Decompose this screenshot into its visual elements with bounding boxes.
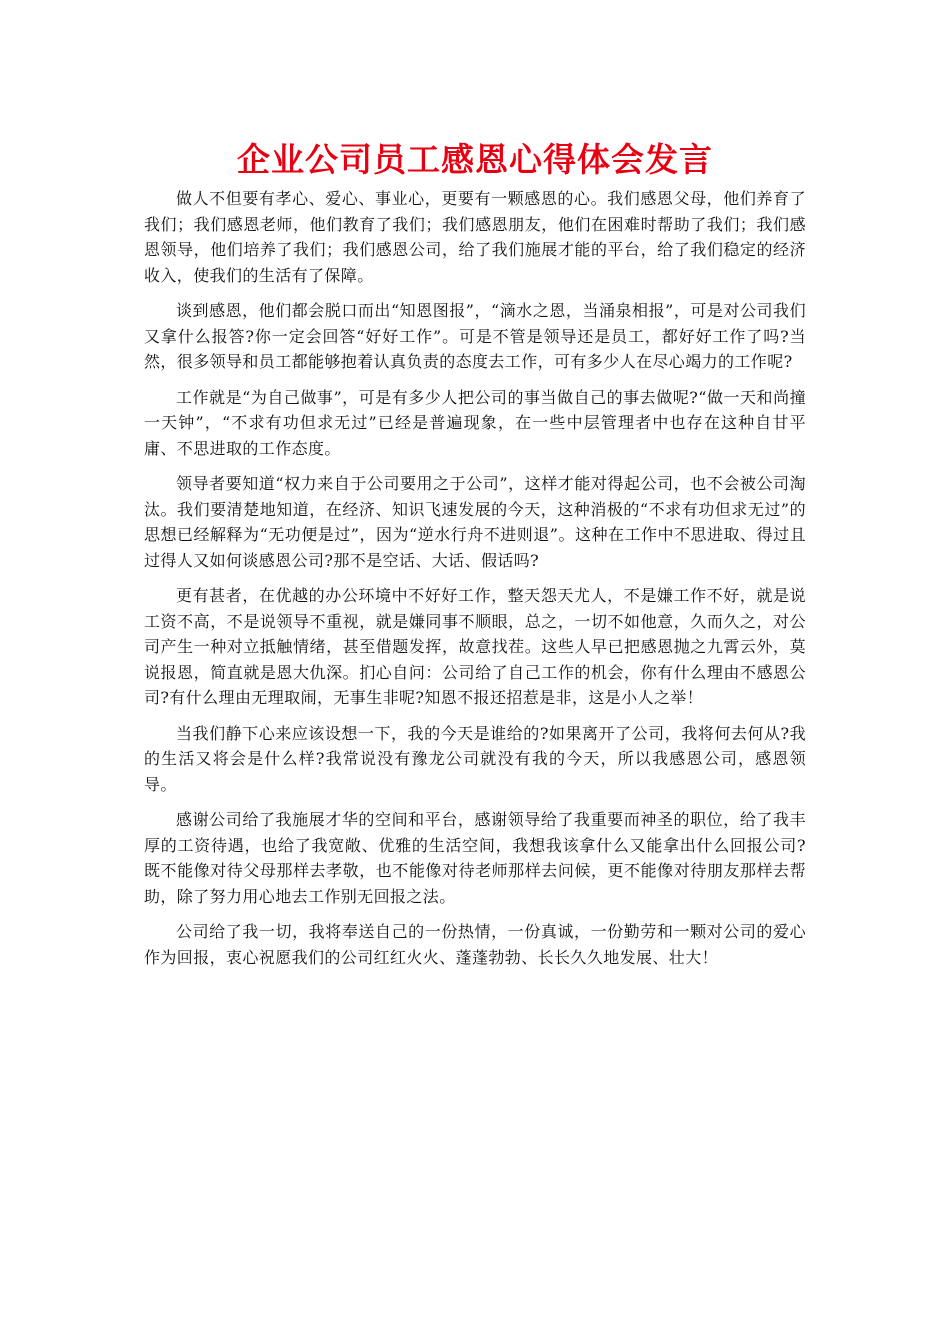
document-title: 企业公司员工感恩心得体会发言 (237, 140, 713, 179)
paragraph-6: 当我们静下心来应该设想一下，我的今天是谁给的?如果离开了公司，我将何去何从?我的生活又将会是什么样?我常说没有豫龙公司就没有我的今天，所以我感恩公司，感恩领导。 (144, 723, 806, 794)
paragraph-7: 感谢公司给了我施展才华的空间和平台，感谢领导给了我重要而神圣的职位，给了我丰厚的工资待遇，也给了我宽敞、优雅的生活空间，我想我该拿什么又能拿出什么回报公司?既不能像对待父母那样去孝敬，也不能像对待老师那样去问候，更不能像对待朋友那样去帮助，除了努力用心地去工作别无回报之法。 (144, 810, 806, 906)
paragraph-2: 谈到感恩，他们都会脱口而出“知恩图报”，“滴水之恩，当涌泉相报”，可是对公司我们又拿什么报答?你一定会回答“好好工作”。可是不管是领导还是员工，都好好工作了吗?当然，很多领导和员工都能够抱着认真负责的态度去工作，可有多少人在尽心竭力的工作呢? (144, 301, 806, 371)
paragraph-1: 做人不但要有孝心、爱心、事业心，更要有一颗感恩的心。我们感恩父母，他们养育了我们；我们感恩老师，他们教育了我们；我们感恩朋友，他们在困难时帮助了我们；我们感恩领导，他们培养了我们；我们感恩公司，给了我们施展才能的平台，给了我们稳定的经济收入，使我们的生活有了保障。 (144, 189, 806, 285)
document-body (144, 186, 806, 980)
paragraph-3: 工作就是“为自己做事”，可是有多少人把公司的事当做自己的事去做呢?“做一天和尚撞一天钟”，“不求有功但求无过”已经是普遍现象，在一些中层管理者中也存在这种自甘平庸、不思进取的工作态度。 (144, 387, 806, 458)
paragraph-8: 公司给了我一切，我将奉送自己的一份热情，一份真诚，一份勤劳和一颗对公司的爱心作为回报，衷心祝愿我们的公司红红火火、蓬蓬勃勃、长长久久地发展、壮大！ (144, 922, 806, 967)
paragraph-4: 领导者要知道“权力来自于公司要用之于公司”，这样才能对得起公司，也不会被公司淘汰。我们要清楚地知道，在经济、知识飞速发展的今天，这种消极的“不求有功但求无过”的思想已经解释为“无功便是过”，因为“逆水行舟不进则退”。这种在工作中不思进取、得过且过得人又如何谈感恩公司?那不是空话、大话、假话吗? (144, 474, 806, 570)
paragraph-5: 更有甚者，在优越的办公环境中不好好工作，整天怨天尤人，不是嫌工作不好，就是说工资不高，不是说领导不重视，就是嫌同事不顺眼，总之，一切不如他意，久而久之，对公司产生一种对立抵触情绪，甚至借题发挥，故意找茬。这些人早已把感恩抛之九霄云外，莫说报恩，简直就是恩大仇深。扪心自问：公司给了自己工作的机会，你有什么理由不感恩公司?有什么理由无理取闹，无事生非呢?知恩不报还招惹是非，这是小人之举！ (144, 586, 806, 707)
